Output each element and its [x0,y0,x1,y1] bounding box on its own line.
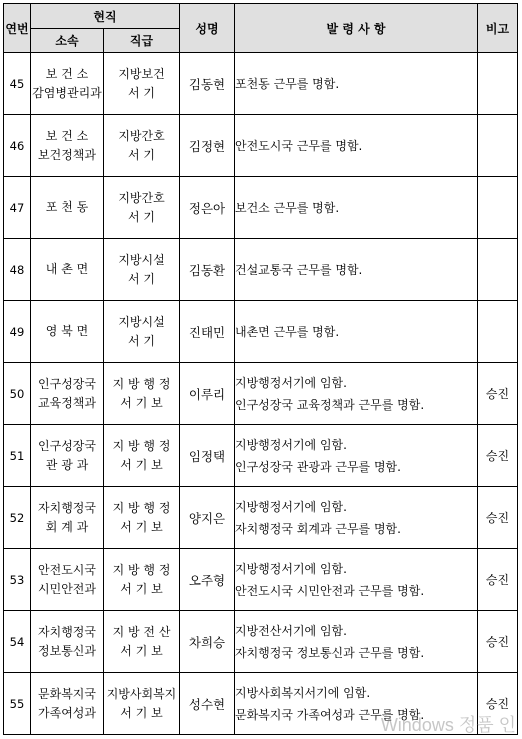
row-number: 47 [4,177,31,239]
header-note-label: 비고 [485,21,510,36]
affiliation-cell [31,549,104,611]
person-name: 오주형 [180,549,235,611]
header-affiliation-label: 소속 [55,34,79,48]
person-name: 정은아 [180,177,235,239]
note-cell [478,177,518,239]
table-row [4,425,518,487]
grade-line: 지방보건 [118,66,165,81]
order-line: 보건소 근무를 명함. [235,200,340,215]
grade-line: 서 기 보 [120,643,163,658]
affiliation-line: 자치행정국 [38,624,96,639]
affiliation-line: 보건정책과 [38,147,96,162]
header-note [478,4,518,53]
header-grade-label: 직급 [129,34,154,48]
affiliation-line: 자치행정국 [38,500,96,515]
grade-cell [104,487,180,549]
affiliation-line: 내 촌 면 [45,262,89,276]
grade-cell [104,301,180,363]
table-row [4,549,518,611]
note-cell [478,239,518,301]
grade-line: 지 방 행 정 [112,438,171,453]
grade-line: 서 기 보 [120,395,163,410]
note-cell [478,301,518,363]
row-number: 50 [4,363,31,425]
affiliation-cell [31,301,104,363]
affiliation-cell [31,673,104,735]
affiliation-line: 정보통신과 [38,643,96,658]
person-name: 차희승 [180,611,235,673]
affiliation-line: 가족여성과 [38,705,96,720]
table-row [4,177,518,239]
affiliation-line: 관 광 과 [45,457,89,472]
person-name: 김정현 [180,115,235,177]
grade-line: 서 기 [128,209,155,224]
table-row [4,301,518,363]
order-line: 지방전산서기에 임함. [235,623,347,638]
order-line: 인구성장국 교육정책과 근무를 명함. [235,397,425,412]
row-number: 54 [4,611,31,673]
row-number: 48 [4,239,31,301]
order-cell [235,301,478,363]
order-cell [235,549,478,611]
affiliation-cell [31,425,104,487]
table-row [4,611,518,673]
grade-line: 서 기 [128,333,155,348]
header-order [235,4,478,53]
grade-cell [104,239,180,301]
affiliation-line: 보 건 소 [45,66,89,81]
order-line: 지방행정서기에 임함. [235,561,347,576]
table-row [4,239,518,301]
affiliation-line: 인구성장국 [38,438,96,453]
affiliation-line: 교육정책과 [38,395,96,410]
person-name: 김동환 [180,239,235,301]
grade-line: 서 기 보 [120,457,163,472]
grade-line: 지 방 행 정 [112,376,171,391]
table-row [4,363,518,425]
grade-cell [104,363,180,425]
grade-cell [104,673,180,735]
note-cell: 승진 [478,487,518,549]
affiliation-cell [31,363,104,425]
grade-line: 지 방 행 정 [112,562,171,577]
person-name: 성수현 [180,673,235,735]
affiliation-line: 문화복지국 [38,686,96,701]
grade-line: 지방사회복지 [106,686,177,701]
grade-cell [104,549,180,611]
order-cell [235,487,478,549]
affiliation-line: 회 계 과 [45,519,89,534]
grade-line: 서 기 [128,271,155,286]
order-line: 문화복지국 가족여성과 근무를 명함. [235,707,425,722]
grade-line: 지 방 전 산 [112,624,171,639]
grade-cell [104,611,180,673]
person-name: 진태민 [180,301,235,363]
row-number: 52 [4,487,31,549]
affiliation-line: 시민안전과 [38,581,96,596]
grade-line: 지방간호 [118,190,165,205]
order-cell [235,425,478,487]
note-cell: 승진 [478,425,518,487]
affiliation-line: 영 북 면 [45,324,89,338]
order-line: 지방사회복지서기에 임함. [235,685,371,700]
grade-line: 서 기 [128,147,155,162]
order-line: 내촌면 근무를 명함. [235,324,340,339]
order-line: 지방행정서기에 임함. [235,437,347,452]
order-cell [235,239,478,301]
header-name-label: 성명 [195,21,219,36]
grade-line: 지 방 행 정 [112,500,171,515]
order-cell [235,177,478,239]
affiliation-cell [31,487,104,549]
row-number: 55 [4,673,31,735]
grade-cell [104,53,180,115]
order-cell [235,53,478,115]
note-cell [478,115,518,177]
affiliation-line: 포 천 동 [45,200,89,214]
table-row [4,53,518,115]
header-current-label: 현직 [93,9,117,24]
affiliation-cell [31,239,104,301]
order-cell [235,673,478,735]
affiliation-line: 감염병관리과 [32,85,102,100]
table-row [4,673,518,735]
order-line: 안전도시국 근무를 명함. [235,138,363,153]
note-cell: 승진 [478,363,518,425]
header-grade [104,29,180,53]
order-line: 인구성장국 관광과 근무를 명함. [235,459,401,474]
table-row [4,115,518,177]
order-cell [235,611,478,673]
grade-line: 서 기 보 [120,519,163,534]
order-line: 안전도시국 시민안전과 근무를 명함. [235,583,425,598]
windows-activation-watermark: Windows 정품 인 [380,715,516,735]
order-line: 지방행정서기에 임함. [235,375,347,390]
person-name: 양지은 [180,487,235,549]
row-number: 51 [4,425,31,487]
order-line: 건설교통국 근무를 명함. [235,262,363,277]
note-cell: 승진 [478,611,518,673]
grade-line: 서 기 보 [120,581,163,596]
affiliation-cell [31,53,104,115]
row-number: 46 [4,115,31,177]
grade-cell [104,177,180,239]
order-cell [235,363,478,425]
order-line: 자치행정국 회계과 근무를 명함. [235,521,401,536]
order-cell [235,115,478,177]
affiliation-cell [31,611,104,673]
header-order-label: 발 령 사 항 [326,21,386,36]
grade-cell [104,115,180,177]
header-name [180,4,235,53]
affiliation-line: 보 건 소 [45,128,89,143]
table-row [4,487,518,549]
header-num-label: 연번 [5,21,29,36]
grade-cell [104,425,180,487]
header-affiliation [31,29,104,53]
person-name: 김동현 [180,53,235,115]
affiliation-line: 인구성장국 [38,376,96,391]
order-line: 지방행정서기에 임함. [235,499,347,514]
row-number: 49 [4,301,31,363]
row-number: 53 [4,549,31,611]
grade-line: 지방간호 [118,128,165,143]
grade-line: 지방시설 [118,252,165,267]
grade-line: 지방시설 [118,314,165,329]
header-current [31,4,180,29]
note-cell [478,53,518,115]
affiliation-cell [31,115,104,177]
affiliation-line: 안전도시국 [38,562,96,577]
header-num [4,4,31,53]
note-cell: 승진 [478,549,518,611]
person-name: 임정택 [180,425,235,487]
person-name: 이루리 [180,363,235,425]
grade-line: 서 기 [128,85,155,100]
affiliation-cell [31,177,104,239]
order-line: 포천동 근무를 명함. [235,76,340,91]
row-number: 45 [4,53,31,115]
personnel-order-table [3,3,518,735]
grade-line: 서 기 보 [120,705,163,720]
note-cell: 승진 [478,673,518,735]
order-line: 자치행정국 정보통신과 근무를 명함. [235,645,425,660]
